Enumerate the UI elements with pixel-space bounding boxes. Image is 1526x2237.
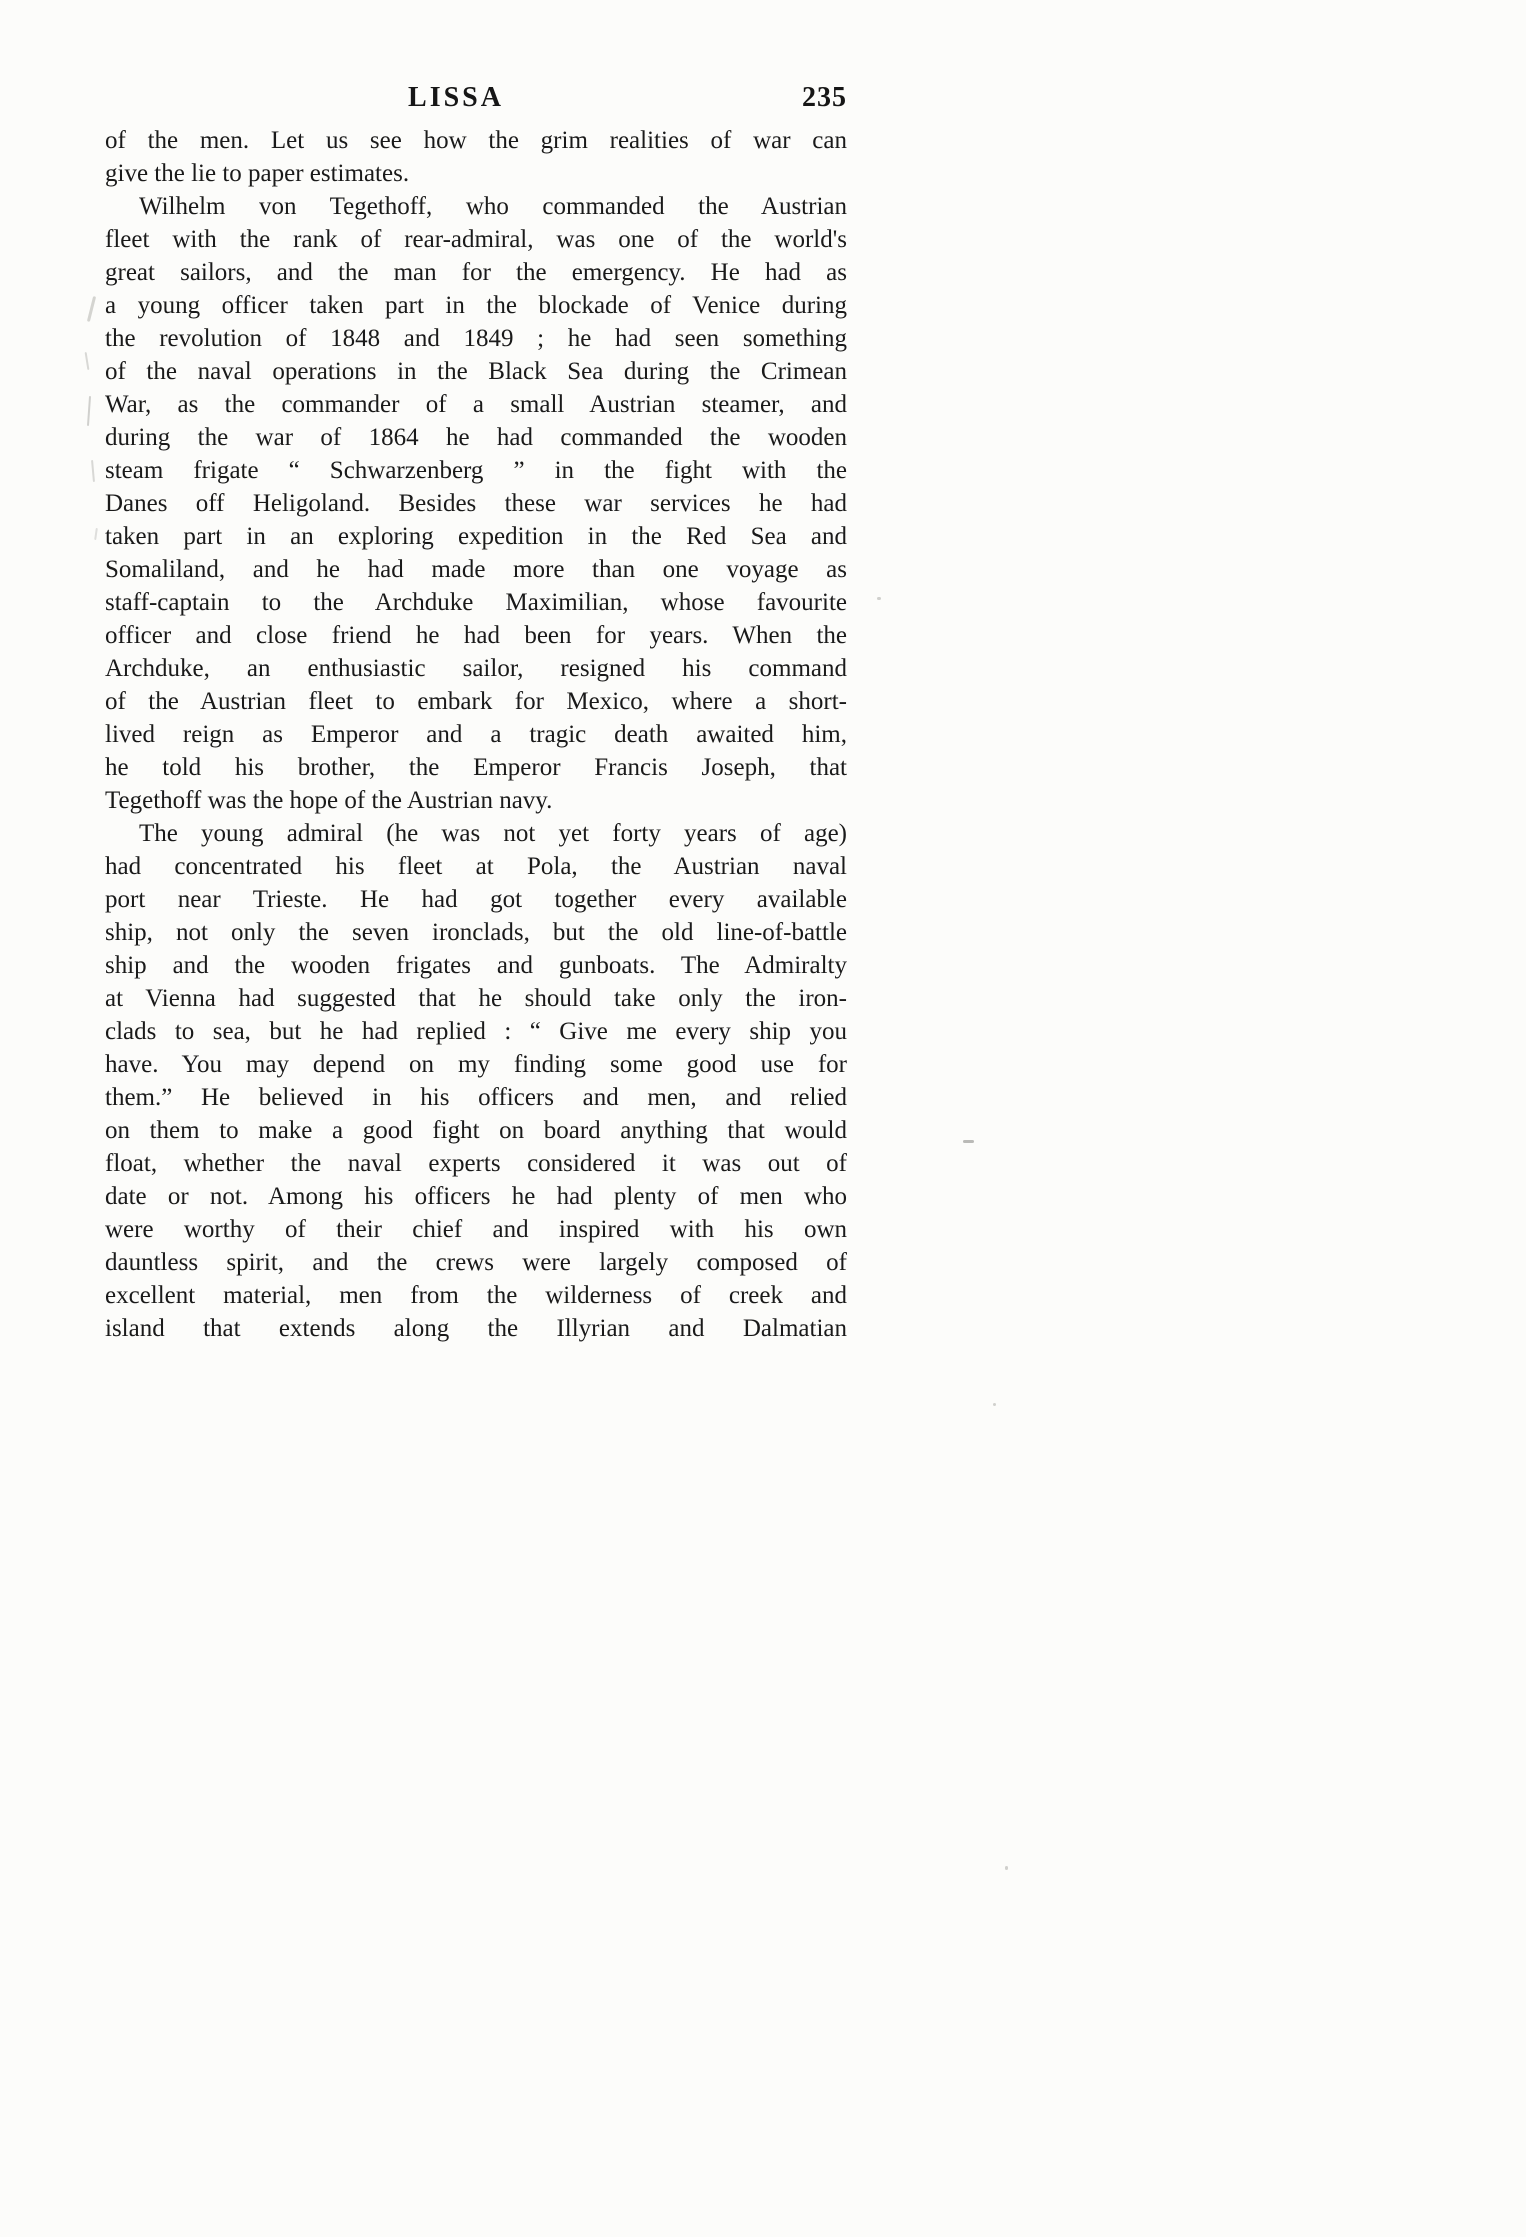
text-line: staff-captain to the Archduke Maximilian, whose favourite: [105, 589, 847, 616]
text-line: lived reign as Emperor and a tragic death awaited him,: [105, 721, 847, 748]
text-line: have. You may depend on my finding some good use for: [105, 1051, 847, 1078]
scan-artifact: [963, 1140, 974, 1143]
page-text: [105, 124, 847, 1345]
text-line: port near Trieste. He had got together every available: [105, 886, 847, 913]
text-line: Somaliland, and he had made more than one voyage as: [105, 556, 847, 583]
text-line: Danes off Heligoland. Besides these war services he had: [105, 490, 847, 517]
paragraph: [105, 817, 847, 1345]
text-line: at Vienna had suggested that he should take only the iron-: [105, 985, 847, 1012]
text-line: officer and close friend he had been for years. When the: [105, 622, 847, 649]
scan-artifact: [91, 460, 95, 482]
scan-artifact: [993, 1403, 996, 1406]
text-line: Tegethoff was the hope of the Austrian navy.: [105, 787, 553, 814]
running-head: [105, 82, 847, 122]
text-line: dauntless spirit, and the crews were largely composed of: [105, 1249, 847, 1276]
text-line: the revolution of 1848 and 1849 ; he had seen something: [105, 325, 847, 352]
text-line: of the naval operations in the Black Sea during the Crimean: [105, 358, 847, 385]
text-line: great sailors, and the man for the emergency. He had as: [105, 259, 847, 286]
text-line: War, as the commander of a small Austrian steamer, and: [105, 391, 847, 418]
scan-artifact: [85, 352, 90, 370]
text-line: clads to sea, but he had replied : “ Give me every ship you: [105, 1018, 847, 1045]
text-line: give the lie to paper estimates.: [105, 160, 410, 187]
paragraph: [105, 190, 847, 817]
text-line: island that extends along the Illyrian and Dalmatian: [105, 1315, 847, 1342]
text-line: he told his brother, the Emperor Francis Joseph, that: [105, 754, 847, 781]
text-line: on them to make a good fight on board anything that would: [105, 1117, 847, 1144]
text-line: during the war of 1864 he had commanded the wooden: [105, 424, 847, 451]
scan-artifact: [87, 296, 96, 322]
scan-artifact: [94, 528, 98, 540]
scan-artifact: [87, 396, 91, 426]
text-line: ship, not only the seven ironclads, but the old line-of-battle: [105, 919, 847, 946]
text-line: date or not. Among his officers he had plenty of men who: [105, 1183, 847, 1210]
paragraph: [105, 124, 847, 190]
page-number: 235: [802, 82, 847, 113]
text-line: were worthy of their chief and inspired with his own: [105, 1216, 847, 1243]
text-line: of the men. Let us see how the grim realities of war can: [105, 127, 847, 154]
text-line: them.” He believed in his officers and men, and relied: [105, 1084, 847, 1111]
text-line: fleet with the rank of rear-admiral, was one of the world's: [105, 226, 847, 253]
text-line: The young admiral (he was not yet forty years of age): [139, 820, 847, 847]
text-line: Wilhelm von Tegethoff, who commanded the Austrian: [139, 193, 847, 220]
text-line: taken part in an exploring expedition in the Red Sea and: [105, 523, 847, 550]
text-line: float, whether the naval experts considered it was out of: [105, 1150, 847, 1177]
text-line: excellent material, men from the wilderness of creek and: [105, 1282, 847, 1309]
text-line: of the Austrian fleet to embark for Mexico, where a short-: [105, 688, 847, 715]
chapter-title: LISSA: [408, 82, 504, 113]
scan-artifact: [1005, 1866, 1008, 1870]
text-line: had concentrated his fleet at Pola, the Austrian naval: [105, 853, 847, 880]
text-line: Archduke, an enthusiastic sailor, resigned his command: [105, 655, 847, 682]
text-line: steam frigate “ Schwarzenberg ” in the fight with the: [105, 457, 847, 484]
text-line: a young officer taken part in the blockade of Venice during: [105, 292, 847, 319]
text-line: ship and the wooden frigates and gunboats. The Admiralty: [105, 952, 847, 979]
scan-artifact: [877, 597, 881, 600]
